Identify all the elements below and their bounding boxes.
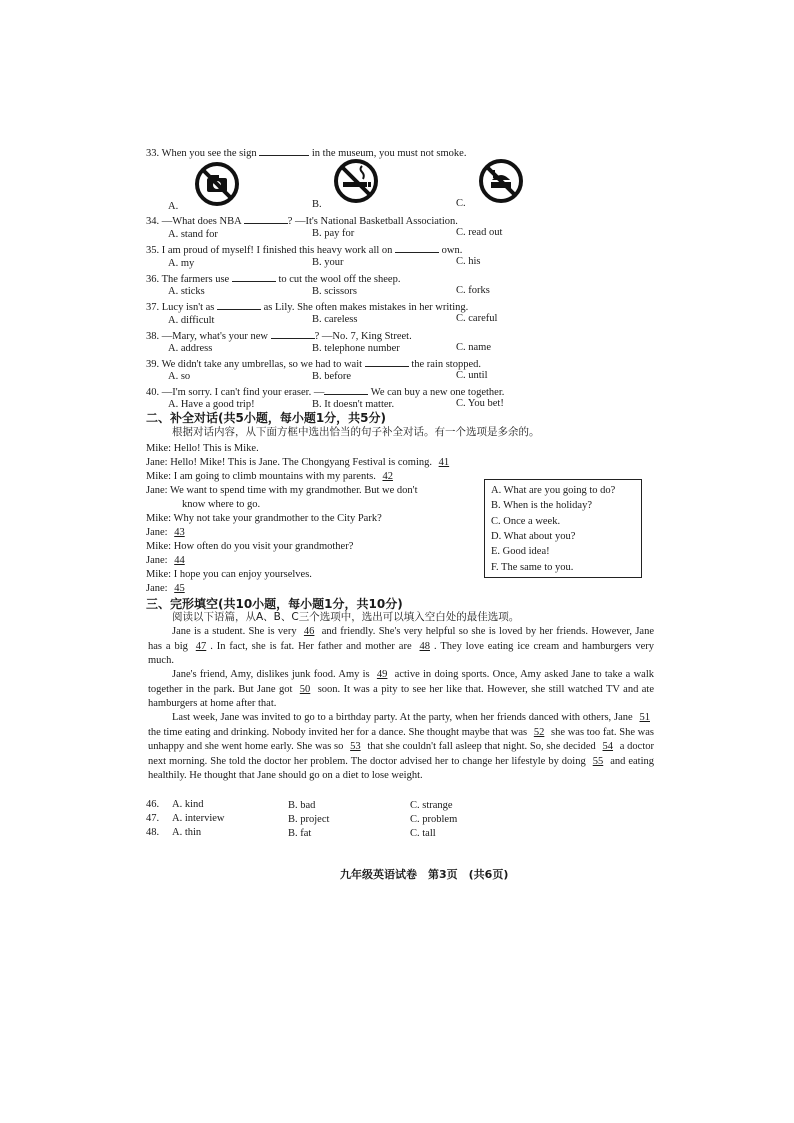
dialogue-line: Jane: 44 (146, 554, 189, 567)
dialogue-line: Jane: 43 (146, 526, 189, 539)
option-a[interactable]: A. sticks (168, 286, 205, 297)
section-2-instruction: 根据对话内容，从下面方框中选出恰当的句子补全对话。有一个选项是多余的。 (172, 426, 540, 438)
dialogue-line: Jane: 45 (146, 582, 189, 595)
option-a[interactable]: A. address (168, 343, 213, 354)
option-c[interactable]: C. tall (410, 828, 436, 839)
question-33: 33. When you see the sign in the museum, you must not smoke. (146, 145, 466, 160)
question-34: 34. —What does NBA ? —It's National Basketball Association. (146, 213, 458, 228)
option-b[interactable]: B. your (312, 257, 344, 268)
blank-52[interactable]: 52 (533, 726, 545, 738)
option-c[interactable]: C. (456, 198, 466, 209)
page-footer: 九年级英语试卷 第3页 (共6页) (340, 868, 509, 881)
answer-blank[interactable] (232, 271, 276, 282)
answer-blank[interactable] (395, 242, 439, 253)
answer-blank[interactable] (259, 145, 309, 156)
dialogue-line: Mike: I hope you can enjoy yourselves. (146, 569, 312, 580)
option-b[interactable]: B. (312, 199, 322, 210)
option-b[interactable]: B. telephone number (312, 343, 400, 354)
option-b[interactable]: B. It doesn't matter. (312, 399, 395, 410)
option-b[interactable]: B. before (312, 371, 352, 382)
section-3-title: 三、完形填空(共10小题，每小题1分，共10分) (146, 597, 403, 611)
option-b[interactable]: B. project (288, 814, 330, 825)
option-a[interactable]: A. thin (172, 827, 202, 838)
option-a[interactable]: A. interview (172, 813, 225, 824)
section-2-title: 二、补全对话(共5小题，每小题1分，共5分) (146, 411, 387, 425)
blank-49[interactable]: 49 (376, 669, 388, 680)
option-a[interactable]: A. my (168, 258, 195, 269)
blank-45[interactable]: 45 (174, 583, 185, 594)
choice-b[interactable]: B. When is the holiday? (491, 500, 592, 511)
option-c[interactable]: C. name (456, 342, 491, 353)
dialogue-line: Mike: Hello! This is Mike. (146, 443, 259, 454)
blank-47[interactable]: 47 (195, 640, 207, 652)
option-a[interactable]: A. Have a good trip! (168, 399, 255, 410)
blank-50[interactable]: 50 (299, 683, 311, 695)
option-b[interactable]: B. bad (288, 800, 316, 811)
blank-42[interactable]: 42 (382, 471, 393, 482)
passage-paragraph-3: Last week, Jane was invited to go to a birthday party. At the party, when her friends danced with others, Jane 51 the time eating and drinking. Nobody invited her for a dance. She thought maybe that was 52 she was too fat. She was unhappy and she went home early. She was so 53 that she couldn't fall asleep that night. So, she decided 54 a doctor next morning. She told the doctor her problem. The doctor advised her to change her lifestyle by doing 55 and eating healthily. He thought that Jane should go on a diet to lose weight. (148, 712, 654, 781)
no-smoking-sign-icon (333, 158, 379, 204)
option-c[interactable]: C. careful (456, 313, 498, 324)
blank-51[interactable]: 51 (639, 712, 650, 723)
passage-paragraph-1: Jane is a student. She is very 46 and friendly. She's very helpful so she is loved by her friends. However, Jane has a big 47 . In fact, she is fat. Her father and mother are 48 . They love eating ice cream and hamburgers very much. (148, 626, 654, 666)
choice-e[interactable]: E. Good idea! (491, 546, 550, 557)
answer-blank[interactable] (324, 384, 368, 395)
question-39: 39. We didn't take any umbrellas, so we had to wait the rain stopped. (146, 356, 481, 371)
option-a[interactable]: A. difficult (168, 315, 215, 326)
option-c[interactable]: C. strange (410, 800, 453, 811)
exam-page: 33. When you see the sign in the museum, you must not smoke. A. B. C. 34. —What does NBA ? —It's National Basketball Association. A. stand for B. pay for C. read out 35. I am proud of myself! I finished this heavy work all on own. A. my B. your C. his 36. The farmers use to cut the wool off the sheep. A. sticks B. scissors C. forks 37. Lucy isn't as as Lily. She often makes mistakes in her writing. A. difficult B. careless C. careful 38. —Mary, what's your new ? —No. 7, King Street. A. address B. telephone number C. name 39. We didn't take any umbrellas, so we had to wait the rain stopped. A. so B. before C. until 40. —I'm sorry. I can't find your eraser. — We can buy a new one together. A. Have a good trip! B. It doesn't matter. C. You bet! 二、补全对话(共5小题，每小题1分，共5分) 根据对话内容，从下面方框中选出恰当的句子补全对话。有一个选项是多余的。 Mike: Hello! This is Mike. Jane: Hello! Mike! This is Jane. The Chongyang Festival is coming. 41 Mike: I am going to climb mountains with my parents. 42 Jane: We want to spend time with my grandmother. But we don't know where to go. Mike: Why not take your grandmother to the City Park? Jane: 43 Mike: How often do you visit your grandmother? Jane: 44 Mike: I hope you can enjoy yourselves. Jane: 45 A. What are you going to do? B. When is the holiday? C. Once a week. D. What about you? E. Good idea! F. The same to you. 三、完形填空(共10小题，每小题1分，共10分) 阅读以下语篇，从A、B、C三个选项中，选出可以填入空白处的最佳选项。 Jane is a student. She is very 46 and friendly. She's very helpful so she is loved by her friends. However, Jane has a big 47 . In fact, she is fat. Her father and mother are 48 . They love eating ice cream and hamburgers very much. Jane's friend, Amy, dislikes junk food. Amy is 49 active in doing sports. Once, Amy asked Jane to take a walk together in the park. But Jane got 50 soon. It was a pity to see her like that. However, she still watched TV and ate hamburgers at home after that. Last week, Jane was invited to go to a birthday party. At the party, when her friends danced with others, Jane 51 the time eating and drinking. Nobody invited her for a dance. She thought maybe that was 52 she was too fat. She was unhappy and she went home early. She was so 53 that she couldn't fall asleep that night. So, she decided 54 a doctor next morning. She told the doctor her problem. The doctor advised her to change her lifestyle by doing 55 and eating healthily. He thought that Jane should go on a diet to lose weight. 46. A. kind B. bad C. strange 47. A. interview B. project C. problem 48. A. thin B. fat C. tall 九年级英语试卷 第3页 (共6页) (0, 0, 794, 1123)
dialogue-line: Jane: We want to spend time with my grandmother. But we don't (146, 485, 418, 496)
choices-box (484, 479, 642, 578)
blank-43[interactable]: 43 (174, 527, 185, 538)
blank-48[interactable]: 48 (419, 640, 430, 652)
option-c[interactable]: C. problem (410, 814, 458, 825)
option-b[interactable]: B. pay for (312, 228, 355, 239)
question-38: 38. —Mary, what's your new ? —No. 7, King Street. (146, 328, 412, 343)
question-35: 35. I am proud of myself! I finished this heavy work all on own. (146, 242, 462, 257)
option-a[interactable]: A. (168, 201, 179, 212)
answer-blank[interactable] (244, 213, 288, 224)
choice-a[interactable]: A. What are you going to do? (491, 485, 616, 496)
dialogue-line: Mike: How often do you visit your grandmother? (146, 541, 354, 552)
answer-blank[interactable] (217, 299, 261, 310)
answer-blank[interactable] (271, 328, 315, 339)
question-40: 40. —I'm sorry. I can't find your eraser. — We can buy a new one together. (146, 384, 504, 399)
blank-46[interactable]: 46 (303, 626, 315, 637)
blank-53[interactable]: 53 (350, 741, 361, 752)
question-37: 37. Lucy isn't as as Lily. She often makes mistakes in her writing. (146, 299, 468, 314)
option-a[interactable]: A. so (168, 371, 191, 382)
section-3-instruction: 阅读以下语篇，从A、B、C三个选项中，选出可以填入空白处的最佳选项。 (172, 611, 520, 623)
option-b[interactable]: B. fat (288, 828, 312, 839)
option-b[interactable]: B. scissors (312, 286, 357, 297)
dialogue-line: Jane: Hello! Mike! This is Jane. The Chongyang Festival is coming. 41 (146, 456, 453, 469)
dialogue-line: know where to go. (182, 499, 261, 510)
blank-54[interactable]: 54 (602, 741, 614, 752)
choice-c[interactable]: C. Once a week. (491, 516, 561, 527)
choice-d[interactable]: D. What about you? (491, 531, 576, 542)
option-c[interactable]: C. his (456, 256, 481, 267)
option-c[interactable]: C. until (456, 370, 488, 381)
option-a[interactable]: A. stand for (168, 229, 218, 240)
option-c[interactable]: C. read out (456, 227, 503, 238)
blank-55[interactable]: 55 (592, 755, 604, 767)
option-a[interactable]: A. kind (172, 799, 204, 810)
choice-f[interactable]: F. The same to you. (491, 562, 574, 573)
option-c[interactable]: C. You bet! (456, 398, 504, 409)
option-b[interactable]: B. careless (312, 314, 358, 325)
question-36: 36. The farmers use to cut the wool off the sheep. (146, 271, 400, 286)
option-c[interactable]: C. forks (456, 285, 490, 296)
dialogue-line: Mike: I am going to climb mountains with my parents. 42 (146, 470, 397, 483)
no-food-sign-icon (478, 158, 524, 204)
blank-44[interactable]: 44 (174, 555, 185, 566)
dialogue-line: Mike: Why not take your grandmother to the City Park? (146, 513, 382, 524)
passage-paragraph-2: Jane's friend, Amy, dislikes junk food. Amy is 49 active in doing sports. Once, Amy asked Jane to take a walk together in the park. But Jane got 50 soon. It was a pity to see her like that. However, she still watched TV and ate hamburgers at home after that. (148, 669, 654, 709)
answer-blank[interactable] (365, 356, 409, 367)
no-photo-sign-icon (194, 161, 240, 207)
blank-41[interactable]: 41 (438, 457, 450, 468)
